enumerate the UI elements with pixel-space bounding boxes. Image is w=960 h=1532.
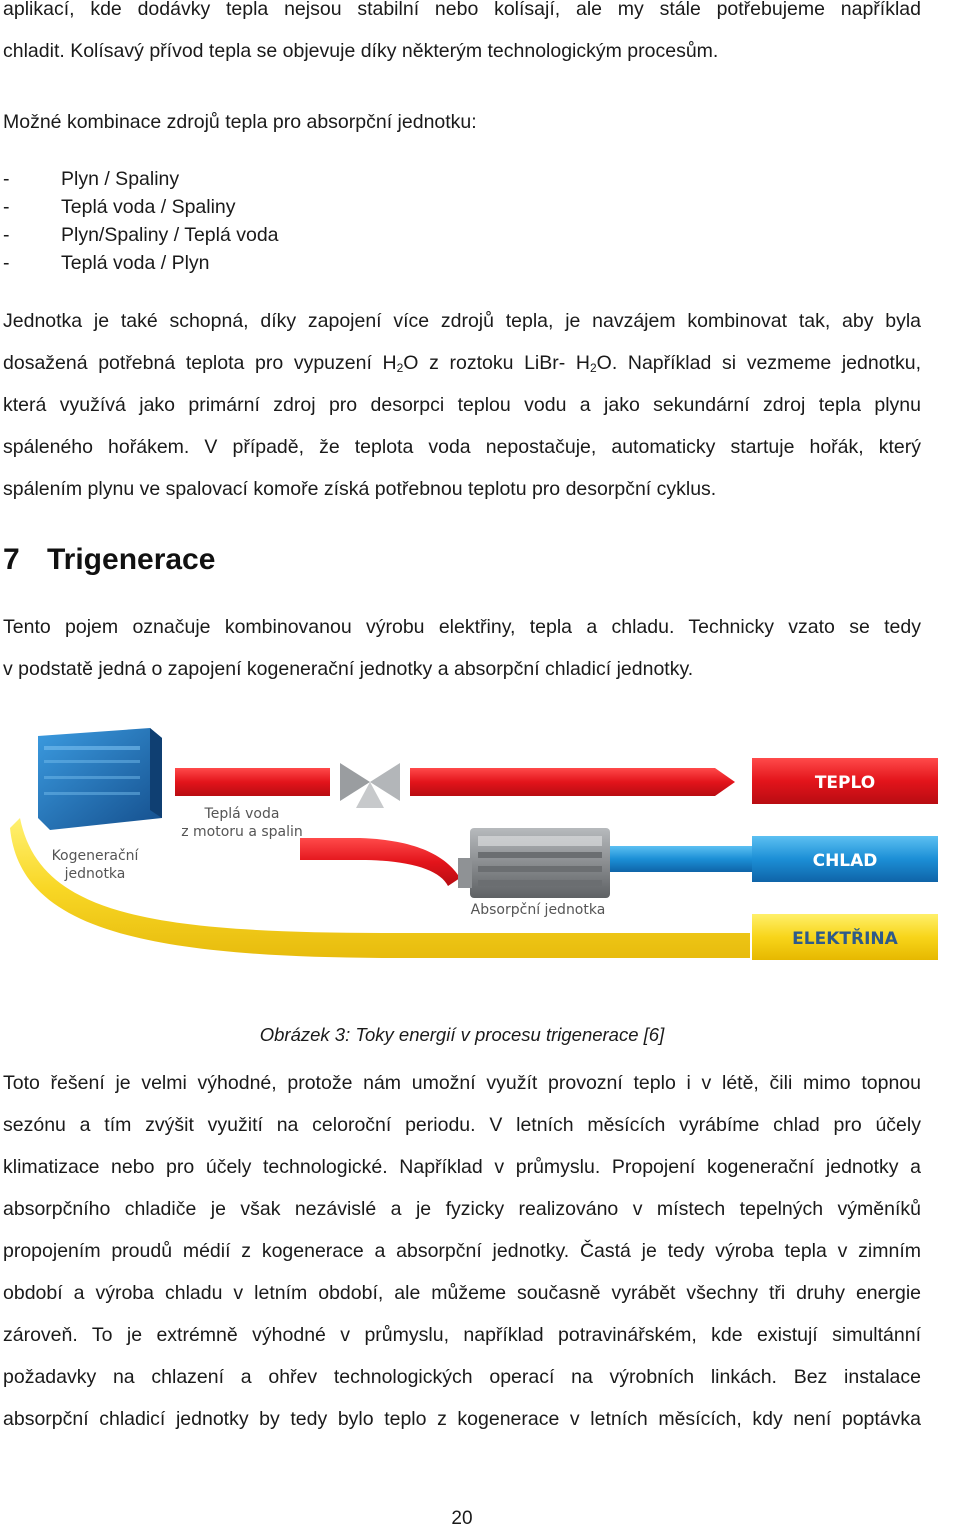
paragraph-line: v podstatě jedná o zapojení kogenerační jednotky a absorpční chladicí jednotky.	[3, 658, 694, 680]
paragraph-line: absorpční chladicí jednotky by tedy bylo teplo z kogenerace v letních měsících, kdy není poptávka	[3, 1408, 921, 1430]
paragraph-line: Tento pojem označuje kombinovanou výrobu elektřiny, tepla a chladu. Technicky vzato se tedy	[3, 616, 921, 638]
text-run: O z roztoku LiBr- H	[403, 352, 590, 374]
list-dash: -	[3, 252, 10, 274]
list-intro: Možné kombinace zdrojů tepla pro absorpční jednotku:	[3, 111, 477, 133]
bar-teplo-label: TEPLO	[814, 773, 876, 793]
cogeneration-label-line1: Kogenerační	[51, 848, 139, 864]
section-title: Trigenerace	[47, 543, 216, 576]
paragraph-line: sezónu a tím zvýšit využití na celoroční periodu. V letních měsících vyrábíme chlad pro účely	[3, 1114, 921, 1136]
text-run: dosažená potřebná teplota pro vypuzení H	[3, 352, 397, 374]
figure-caption: Obrázek 3: Toky energií v procesu trigenerace [6]	[259, 1024, 665, 1045]
heat-flow-arrow	[175, 768, 330, 796]
paragraph-line: chladit. Kolísavý přívod tepla se objevuje díky některým technologickým procesům.	[3, 40, 719, 62]
hot-water-label-line2: z motoru a spalin	[181, 824, 303, 840]
section-heading	[3, 542, 215, 578]
list-item-text: Teplá voda / Plyn	[61, 252, 210, 274]
subscript: 2	[589, 361, 597, 375]
paragraph-line: požadavky na chlazení a ohřev technologických operací na výrobních linkách. Bez instalace	[3, 1366, 921, 1388]
hot-water-flow	[300, 838, 460, 886]
bar-elektrina-label: ELEKTŘINA	[792, 929, 898, 949]
list-dash: -	[3, 196, 10, 218]
hot-water-label-line1: Teplá voda	[204, 806, 280, 822]
paragraph-line: aplikací, kde dodávky tepla nejsou stabilní nebo kolísají, ale my stále potřebujeme například	[3, 0, 921, 20]
bar-chlad-label: CHLAD	[812, 851, 878, 871]
paragraph-line: spáleného hořákem. V případě, že teplota voda nepostačuje, automaticky startuje hořák, který	[3, 436, 921, 458]
text-run: O. Například si vezmeme jednotku,	[596, 352, 921, 374]
paragraph-line-with-formula	[3, 350, 921, 376]
cooling-flow	[610, 846, 752, 872]
paragraph-line: období a výroba chladu v letním období, ale můžeme současně vyrábět všechny tři druhy energie	[3, 1282, 921, 1304]
cogeneration-label-line2: jednotka	[64, 866, 126, 882]
paragraph-line: klimatizace nebo pro účely technologické. Například v průmyslu. Propojení kogenerační jednotky a	[3, 1156, 921, 1178]
list-dash: -	[3, 224, 10, 246]
paragraph-line: absorpčního chladiče je však nezávislé a je fyzicky realizováno v místech tepelných výměníků	[3, 1198, 921, 1220]
paragraph-line: spálením plynu ve spalovací komoře získá potřebnou teplotu pro desorpční cyklus.	[3, 478, 717, 500]
paragraph-line: Jednotka je také schopná, díky zapojení více zdrojů tepla, je navzájem kombinovat tak, aby byla	[3, 310, 921, 332]
section-number: 7	[3, 543, 20, 576]
list-item-text: Plyn/Spaliny / Teplá voda	[61, 224, 279, 246]
page-number: 20	[451, 1508, 473, 1529]
heat-flow-arrow-right	[410, 768, 735, 796]
absorption-unit-label: Absorpční jednotka	[470, 902, 606, 918]
trigeneration-diagram	[0, 718, 960, 990]
subscript: 2	[396, 361, 404, 375]
electricity-flow	[10, 818, 750, 958]
paragraph-line: Toto řešení je velmi výhodné, protože nám umožní využít provozní teplo i v létě, čili mimo topnou	[3, 1072, 921, 1094]
paragraph-line: zároveň. To je extrémně výhodné v průmyslu, například potravinářském, kde existují simultánní	[3, 1324, 921, 1346]
paragraph-line: propojením proudů médií z kogenerace a absorpční jednotky. Častá je tedy výroba tepla v zimním	[3, 1240, 921, 1262]
trigeneration-figure	[0, 718, 960, 990]
list-dash: -	[3, 168, 10, 190]
list-item-text: Teplá voda / Spaliny	[61, 196, 236, 218]
list-item-text: Plyn / Spaliny	[61, 168, 180, 190]
paragraph-line: která využívá jako primární zdroj pro desorpci teplou vodu a jako sekundární zdroj tepla plynu	[3, 394, 921, 416]
